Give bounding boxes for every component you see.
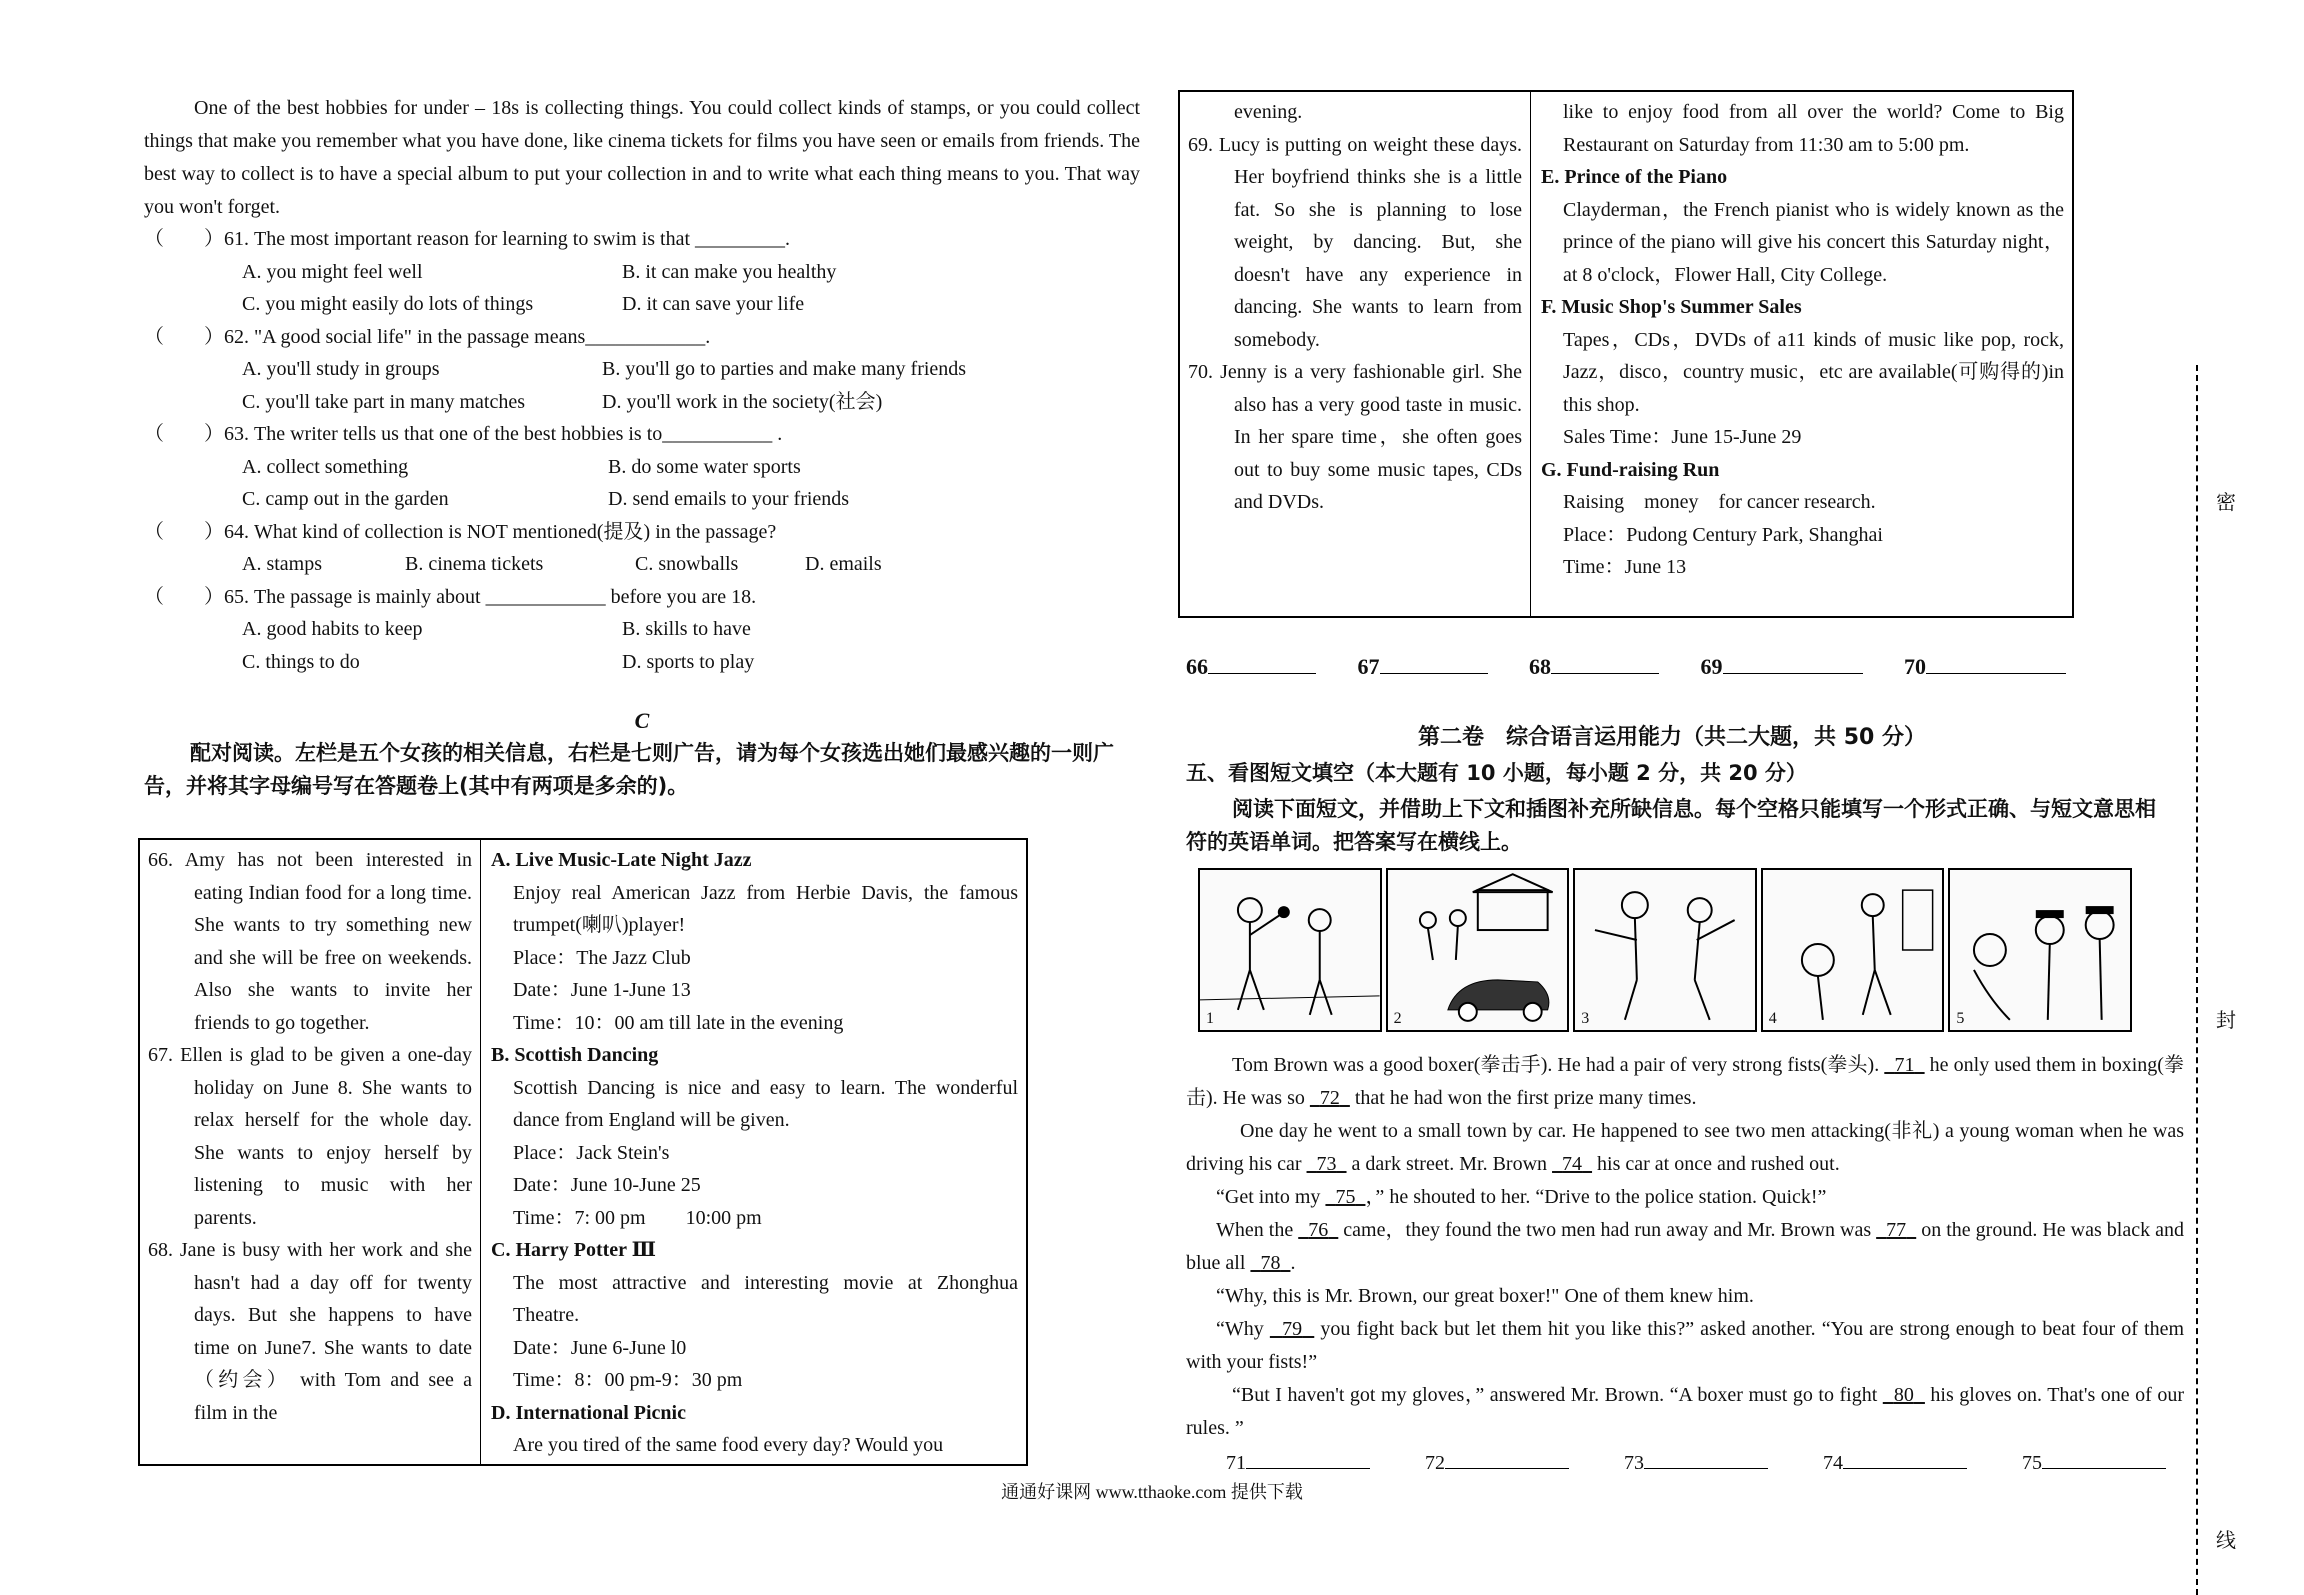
ad-line: Clayderman，the French pianist who is widely known as the prince of the piano will give his concert this Saturday night，at 8 o'clock，Flower Hall, City College.: [1563, 198, 2064, 286]
fight-illustration: [1575, 870, 1755, 1030]
question-stem: （ ）65. The passage is mainly about ____________ before you are 18.: [144, 585, 757, 608]
ad-line: Time：June 13: [1563, 556, 1687, 578]
comic-panel-1: [1198, 868, 1382, 1032]
blank-75[interactable]: [1325, 1186, 1365, 1208]
answer-option[interactable]: C. things to do: [242, 650, 360, 673]
girl-69: 69. Lucy is putting on weight these days. Her boyfriend thinks she is a little fat. So she is planning to lose weight, by dancing. But, she doesn't have any experience in dancing. She wants to learn from somebody.: [1188, 133, 1522, 351]
blank-number: 77: [1886, 1219, 1907, 1241]
story-paragraph-3: [1186, 1181, 2184, 1214]
answer-option[interactable]: B. do some water sports: [608, 455, 801, 478]
answer-number: 69: [1700, 654, 1723, 679]
girl-67: 67. Ellen is glad to be given a one-day holiday on June 8. She wants to relax herself for the whole day. She wants to enjoy herself by listening to music with her parents.: [148, 1044, 472, 1229]
ad-line: Scottish Dancing is nice and easy to learn. The wonderful dance from England will be given.: [513, 1076, 1018, 1131]
ad-line: The most attractive and interesting movie at Zhonghua Theatre.: [513, 1271, 1018, 1326]
fill-slot-73[interactable]: [1624, 1446, 1768, 1475]
ad-line: Are you tired of the same food every day? Would you: [513, 1434, 944, 1456]
answer-option[interactable]: A. collect something: [242, 455, 409, 478]
answer-option[interactable]: D. sports to play: [622, 650, 755, 673]
story-text: his car at once and rushed out.: [1592, 1153, 1840, 1175]
story-paragraph-6: [1186, 1313, 2184, 1379]
story-text: his gloves on. That's one of our rules. ”: [1186, 1384, 2185, 1439]
girl-68: 68. Jane is busy with her work and she hasn't had a day off for twenty days. But she happens to have time on June7. She wants to date（约会） with Tom and see a film in the: [148, 1239, 472, 1424]
ad-title: D. International Picnic: [491, 1401, 686, 1424]
ad-line: Time：7: 00 pm 10:00 pm: [513, 1206, 762, 1229]
car-street-illustration: [1388, 870, 1568, 1030]
blank-number: 76: [1308, 1219, 1329, 1241]
section-c-title: C: [634, 708, 650, 733]
question-options: [144, 548, 1140, 581]
ad-line: Time：10：00 am till late in the evening: [513, 1011, 844, 1034]
section-c-instructions: 配对阅读。左栏是五个女孩的相关信息，右栏是七则广告，请为每个女孩选出她们最感兴趣的一则广告，并将其字母编号写在答题卷上(其中有两项是多余的)。: [144, 741, 1114, 798]
blank-72[interactable]: [1310, 1087, 1350, 1109]
ads-column-continued: [1531, 91, 2074, 617]
ad-line: Place：Pudong Century Park, Shanghai: [1563, 523, 1883, 546]
answer-number: 70: [1904, 654, 1926, 679]
comic-panel-3: [1573, 868, 1757, 1032]
girl-70: 70. Jenny is a very fashionable girl. She also has a very good taste in music. In her spare time，she often goes out to buy some music tapes, CDs and DVDs.: [1188, 361, 1522, 513]
blank-79[interactable]: [1270, 1318, 1314, 1340]
story-passage: [1186, 1049, 2184, 1445]
comic-panel-4: [1761, 868, 1945, 1032]
ad-line: Date：June 10-June 25: [513, 1174, 701, 1196]
seal-line: [2196, 365, 2198, 1595]
answer-option[interactable]: A. you might feel well: [242, 260, 423, 283]
story-paragraph-1: [1186, 1049, 2184, 1115]
answer-option[interactable]: D. you'll work in the society(社会): [602, 390, 883, 413]
answer-option[interactable]: B. you'll go to parties and make many friends: [602, 358, 967, 380]
answer-option[interactable]: A. stamps: [242, 553, 322, 575]
blank-78[interactable]: [1250, 1252, 1290, 1274]
part2-title: 第二卷 综合语言运用能力（共二大题，共 50 分）: [1418, 725, 1926, 750]
answer-option[interactable]: B. it can make you healthy: [622, 260, 837, 283]
boxer-on-ground-illustration: [1763, 870, 1943, 1030]
blank-77[interactable]: [1876, 1219, 1916, 1241]
fill-slot-75[interactable]: [2022, 1446, 2166, 1475]
answer-option[interactable]: C. snowballs: [635, 553, 739, 575]
section5-title: 五、看图短文填空（本大题有 10 小题，每小题 2 分，共 20 分）: [1186, 761, 1807, 785]
story-text: Tom Brown was a good boxer(拳击手). He had a pair of very strong fists(拳头).: [1232, 1054, 1885, 1076]
matching-table-left: [138, 838, 1028, 1466]
fill-blank[interactable]: [1644, 1446, 1768, 1469]
question-stem: （ ）61. The most important reason for learning to swim is that _________.: [144, 228, 791, 250]
blank-71[interactable]: [1884, 1054, 1924, 1076]
blank-80[interactable]: [1883, 1384, 1925, 1406]
question-stem: （ ）62. "A good social life" in the passage means____________.: [144, 325, 711, 348]
question-stem: （ ）63. The writer tells us that one of the best hobbies is to___________ .: [144, 423, 783, 445]
fill-slot-71[interactable]: [1226, 1446, 1370, 1475]
panel-label: 4: [1768, 1010, 1777, 1027]
boxer-illustration: [1200, 870, 1380, 1030]
reading-passage: One of the best hobbies for under – 18s is collecting things. You could collect kinds of stamps, or you could collect things that make you remember what you have done, like cinema tickets for films you have seen or emails from friends. The best way to collect is to have a special album to put your collection in and to write what each thing means to you. That way you won't forget.: [144, 97, 1140, 218]
answer-blank[interactable]: [1208, 651, 1316, 674]
fill-number: 75: [2022, 1452, 2042, 1474]
ad-line: Tapes，CDs，DVDs of a11 kinds of music like pop, rock, Jazz，disco，country music，etc are available(可购得的)in this shop.: [1563, 328, 2064, 416]
blank-74[interactable]: [1552, 1153, 1592, 1175]
answer-blank[interactable]: [1926, 651, 2066, 674]
answer-number: 67: [1357, 654, 1380, 679]
seal-char-2: 封: [2216, 1010, 2236, 1032]
story-text: he only used them in boxing(拳击). He was so: [1186, 1054, 2185, 1109]
story-paragraph-4: [1186, 1214, 2184, 1280]
blank-number: 79: [1282, 1318, 1303, 1340]
story-text: “Get into my: [1216, 1186, 1326, 1208]
answer-option[interactable]: B. skills to have: [622, 618, 751, 640]
ad-line: Place：Jack Stein's: [513, 1141, 670, 1164]
section5-instructions: 阅读下面短文，并借助上下文和插图补充所缺信息。每个空格只能填写一个形式正确、与短文意思相符的英语单词。把答案写在横线上。: [1186, 797, 2156, 854]
question-options: [144, 353, 1140, 418]
blank-number: 71: [1894, 1054, 1915, 1076]
question-options: [144, 451, 1140, 516]
answer-blank[interactable]: [1551, 651, 1659, 674]
ad-title: G. Fund-raising Run: [1541, 458, 1720, 481]
question-options: [144, 256, 1140, 321]
answer-option[interactable]: A. you'll study in groups: [242, 358, 440, 380]
blank-number: 78: [1260, 1252, 1281, 1274]
answer-slot-67[interactable]: [1358, 651, 1488, 680]
fill-blank[interactable]: [2042, 1446, 2166, 1469]
fill-number: 71: [1226, 1452, 1246, 1474]
blank-number: 74: [1562, 1153, 1583, 1175]
fill-blank[interactable]: [1445, 1446, 1569, 1469]
girl-66: 66. Amy has not been interested in eating Indian food for a long time. She wants to try something new and she will be free on weekends. Also she wants to invite her friends to go together.: [148, 849, 472, 1034]
answer-option[interactable]: D. it can save your life: [622, 293, 805, 315]
fill-blank[interactable]: [1843, 1446, 1967, 1469]
story-text: ，” he shouted to her. “Drive to the police station. Quick!”: [1365, 1186, 1827, 1208]
ads-column: [481, 839, 1028, 1465]
story-text: One day he went to a small town by car. He happened to see two men attacking(非礼) a young woman when he was driving his car: [1186, 1120, 2184, 1175]
blank-number: 73: [1316, 1153, 1337, 1175]
seal-char-1: 密: [2216, 492, 2236, 514]
story-text: you fight back but let them hit you like this?” asked another. “You are strong enough to beat four of them with your fists!”: [1186, 1318, 2185, 1373]
answer-blank[interactable]: [1723, 651, 1863, 674]
blank-number: 72: [1319, 1087, 1340, 1109]
matching-table-right: [1178, 90, 2074, 618]
ad-title: B. Scottish Dancing: [491, 1044, 659, 1066]
blank-73[interactable]: [1307, 1153, 1347, 1175]
blank-answer-row: [1226, 1446, 2166, 1475]
story-paragraph-7: [1186, 1379, 2184, 1445]
girls-column: [139, 839, 481, 1465]
story-text: came，they found the two men had run away and Mr. Brown was: [1338, 1219, 1877, 1241]
question-options: [144, 613, 1140, 678]
blank-76[interactable]: [1298, 1219, 1338, 1241]
panel-label: 5: [1956, 1010, 1965, 1027]
ad-d-continued: like to enjoy food from all over the world? Come to Big Restaurant on Saturday from 11:30 am to 5:00 pm.: [1563, 101, 2064, 156]
fill-blank[interactable]: [1246, 1446, 1370, 1469]
fill-number: 74: [1823, 1452, 1843, 1474]
fill-slot-74[interactable]: [1823, 1446, 1967, 1475]
answer-option[interactable]: B. cinema tickets: [405, 553, 544, 575]
story-text: .: [1290, 1252, 1296, 1274]
ad-title: C. Harry Potter Ⅲ: [491, 1239, 657, 1261]
police-talk-illustration: [1950, 870, 2130, 1030]
ad-line: Enjoy real American Jazz from Herbie Davis, the famous trumpet(喇叭)player!: [513, 881, 1018, 936]
answer-option[interactable]: A. good habits to keep: [242, 618, 423, 640]
ad-line: Date：June 6-June l0: [513, 1336, 687, 1359]
ad-line: Place：The Jazz Club: [513, 946, 691, 969]
question-list: [144, 223, 1140, 678]
panel-label: 2: [1393, 1010, 1402, 1027]
comic-panel-5: [1948, 868, 2132, 1032]
panel-label: 1: [1206, 1010, 1214, 1027]
page-footer: 通通好课网 www.tthaoke.com 提供下载: [1001, 1482, 1303, 1502]
answer-slot-68[interactable]: [1529, 651, 1659, 680]
story-text: “But I haven't got my gloves，” answered Mr. Brown. “A boxer must go to fight: [1232, 1384, 1883, 1406]
ad-line: Raising money for cancer research.: [1563, 491, 1876, 513]
matching-answer-row: [1186, 651, 2066, 680]
answer-blank[interactable]: [1380, 651, 1488, 674]
answer-number: 68: [1529, 654, 1551, 679]
ad-line: Date：June 1-June 13: [513, 979, 691, 1001]
answer-slot-70[interactable]: [1904, 651, 2066, 680]
ad-line: Time：8：00 pm-9：30 pm: [513, 1369, 743, 1391]
fill-number: 73: [1624, 1452, 1644, 1474]
story-paragraph-5: “Why, this is Mr. Brown, our great boxer!" One of them knew him.: [1216, 1285, 1754, 1307]
story-paragraph-2: [1186, 1115, 2184, 1181]
answer-slot-66[interactable]: [1186, 651, 1316, 680]
story-text: “Why: [1216, 1318, 1270, 1340]
panel-label: 3: [1581, 1010, 1590, 1027]
answer-option[interactable]: C. camp out in the garden: [242, 488, 449, 510]
ad-title: A. Live Music-Late Night Jazz: [491, 849, 752, 871]
girls-column-continued: [1179, 91, 1531, 617]
answer-slot-69[interactable]: [1701, 651, 1863, 680]
comic-panel-2: [1386, 868, 1570, 1032]
story-text: on the ground. He was black and blue all: [1186, 1219, 2185, 1274]
fill-slot-72[interactable]: [1425, 1446, 1569, 1475]
ad-line: Sales Time：June 15-June 29: [1563, 426, 1802, 448]
fill-number: 72: [1425, 1452, 1445, 1474]
answer-number: 66: [1186, 654, 1208, 679]
blank-number: 75: [1335, 1186, 1356, 1208]
ad-title: E. Prince of the Piano: [1541, 166, 1728, 188]
seal-char-3: 线: [2216, 1530, 2236, 1552]
answer-option[interactable]: D. emails: [805, 553, 882, 575]
story-text: a dark street. Mr. Brown: [1346, 1153, 1553, 1175]
answer-option[interactable]: C. you might easily do lots of things: [242, 293, 534, 315]
answer-option[interactable]: D. send emails to your friends: [608, 488, 850, 510]
blank-number: 80: [1893, 1384, 1914, 1406]
story-text: When the: [1216, 1219, 1299, 1241]
picture-strip: [1198, 868, 2132, 1032]
girl-68-continued: evening.: [1234, 101, 1303, 123]
question-stem: （ ）64. What kind of collection is NOT mentioned(提及) in the passage?: [144, 520, 777, 543]
story-text: that he had won the first prize many times.: [1349, 1087, 1697, 1109]
ad-title: F. Music Shop's Summer Sales: [1541, 296, 1802, 318]
answer-option[interactable]: C. you'll take part in many matches: [242, 390, 525, 413]
